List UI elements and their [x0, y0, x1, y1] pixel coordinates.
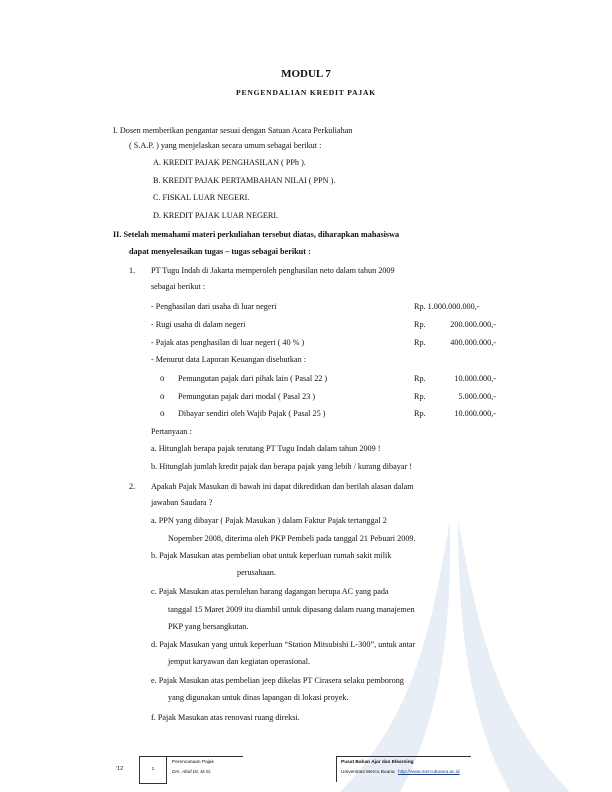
q2-item-d-line2: jemput karyawan dan kegiatan operasional. — [168, 657, 311, 666]
q1-row-currency: Rp. — [414, 338, 426, 347]
q2-item-a-line1: a. PPN yang dibayar ( Pajak Masukan ) dalam Faktur Pajak tertanggal 2 — [151, 516, 387, 525]
section1-intro-line2: ( S.A.P. ) yang menjelaskan secara umum sebagai berikut : — [129, 141, 322, 150]
footer-university: Universitas Mercu Buana — [341, 770, 395, 775]
footer-page-number: 1 — [151, 767, 155, 772]
q1-row-value: 400.000.000,- — [450, 338, 496, 347]
q1-bullet-currency: Rp. — [414, 374, 426, 383]
q2-item-e-line2: yang digunakan untuk dinas lapangan di lokasi proyek. — [168, 693, 349, 702]
q1-row-label: - Pajak atas penghasilan di luar negeri ( 40 % ) — [151, 338, 305, 347]
q1-question-a: a. Hitunglah berapa pajak terutang PT Tugu Indah dalam tahun 2009 ! — [151, 444, 381, 453]
q2-item-a-line2: Nopember 2008, diterima oleh PKP Pembeli pada tanggal 21 Pebuari 2009. — [168, 534, 416, 543]
q2-item-d-line1: d. Pajak Masukan yang untuk keperluan “Station Mitsubishi L-300”, untuk antar — [151, 640, 416, 649]
q2-line1: Apakah Pajak Masukan di bawah ini dapat dikreditkan dan berilah alasan dalam — [151, 482, 414, 491]
footer-divider — [336, 756, 337, 782]
q1-number: 1. — [129, 266, 136, 275]
section2-intro-line1: II. Setelah memahami materi perkuliahan tersebut diatas, diharapkan mahasiswa — [113, 230, 400, 239]
footer-course: Perencanaan Pajak — [172, 760, 214, 765]
bullet-icon: o — [160, 391, 165, 401]
q1-line1: PT Tugu Indah di Jakarta memperoleh penghasilan neto dalam tahun 2009 — [151, 266, 395, 275]
q2-item-c-line2: tanggal 15 Maret 2009 itu diambil untuk dipasang dalam ruang manajemen — [168, 605, 415, 614]
q1-question-label: Pertanyaan : — [151, 427, 192, 436]
q1-bullet-value: 5.000.000,- — [458, 392, 496, 401]
footer-website-link[interactable]: http://www.mercubuana.ac.id — [398, 770, 460, 775]
q1-row-value: 200.000.000,- — [450, 320, 496, 329]
q1-bullet-value: 10.000.000,- — [454, 374, 496, 383]
q1-row-label: - Rugi usaha di dalam negeri — [151, 320, 246, 329]
q2-item-c-line3: PKP yang bersangkutan. — [168, 622, 249, 631]
footer-divider-left — [167, 756, 243, 757]
q2-line2: jawaban Saudara ? — [151, 498, 213, 507]
q2-item-e-line1: e. Pajak Masukan atas pembelian jeep dikelas PT Cirasera selaku pemborong — [151, 676, 404, 685]
watermark-logo — [330, 520, 580, 792]
q1-question-b: b. Hitunglah jumlah kredit pajak dan berapa pajak yang lebih / kurang dibayar ! — [151, 462, 413, 471]
q1-row-currency: Rp. — [414, 320, 426, 329]
q2-item-b-line1: b. Pajak Masukan atas pembelian obat untuk keperluan rumah sakit milik — [151, 551, 392, 560]
footer-author: Drs. Abid Dt, M.Si. — [172, 770, 212, 775]
q1-line2: sebagai berikut : — [151, 282, 206, 291]
footer-divider-right — [337, 756, 471, 757]
q1-bullet-label: Pemungutan pajak dari modal ( Pasal 23 ) — [178, 392, 316, 401]
q2-number: 2. — [129, 482, 136, 491]
q1-bullet-currency: Rp. — [414, 392, 426, 401]
section1-item-c: C. FISKAL LUAR NEGERI. — [153, 193, 250, 202]
q2-item-f: f. Pajak Masukan atas renovasi ruang direksi. — [151, 713, 300, 722]
q1-row-currency: Rp. 1.000.000.000,- — [414, 302, 480, 311]
q1-bullet-label: Pemungutan pajak dari pihak lain ( Pasal 22 ) — [178, 374, 328, 383]
q1-note: - Menurut data Laporan Keuangan disebutkan : — [151, 355, 307, 364]
section1-item-d: D. KREDIT PAJAK LUAR NEGERI. — [153, 211, 279, 220]
footer-center: Pusat Bahan Ajar dan Elearning — [341, 760, 414, 765]
q1-bullet-currency: Rp. — [414, 409, 426, 418]
bullet-icon: o — [160, 373, 165, 383]
q1-row-label: - Penghasilan dari usaha di luar negeri — [151, 302, 277, 311]
q2-item-b-line2: perusahaan. — [237, 568, 276, 577]
bullet-icon: o — [160, 408, 165, 418]
q1-bullet-value: 10.000.000,- — [454, 409, 496, 418]
page-title: MODUL 7 — [281, 68, 331, 80]
page-subtitle: PENGENDALIAN KREDIT PAJAK — [236, 88, 376, 97]
q2-item-c-line1: c. Pajak Masukan atas perolehan barang dagangan berupa AC yang pada — [151, 587, 389, 596]
section1-intro-line1: I. Dosen memberikan pengantar sesuai dengan Satuan Acara Perkuliahan — [113, 126, 353, 135]
section1-item-b: B. KREDIT PAJAK PERTAMBAHAN NILAI ( PPN ). — [153, 176, 336, 185]
section1-item-a: A. KREDIT PAJAK PENGHASILAN ( PPh ). — [153, 158, 306, 167]
section2-intro-line2: dapat menyelesaikan tugas – tugas sebagai berikut : — [129, 247, 311, 256]
q1-bullet-label: Dibayar sendiri oleh Wajib Pajak ( Pasal 25 ) — [178, 409, 326, 418]
footer-code: '12 — [116, 766, 124, 772]
